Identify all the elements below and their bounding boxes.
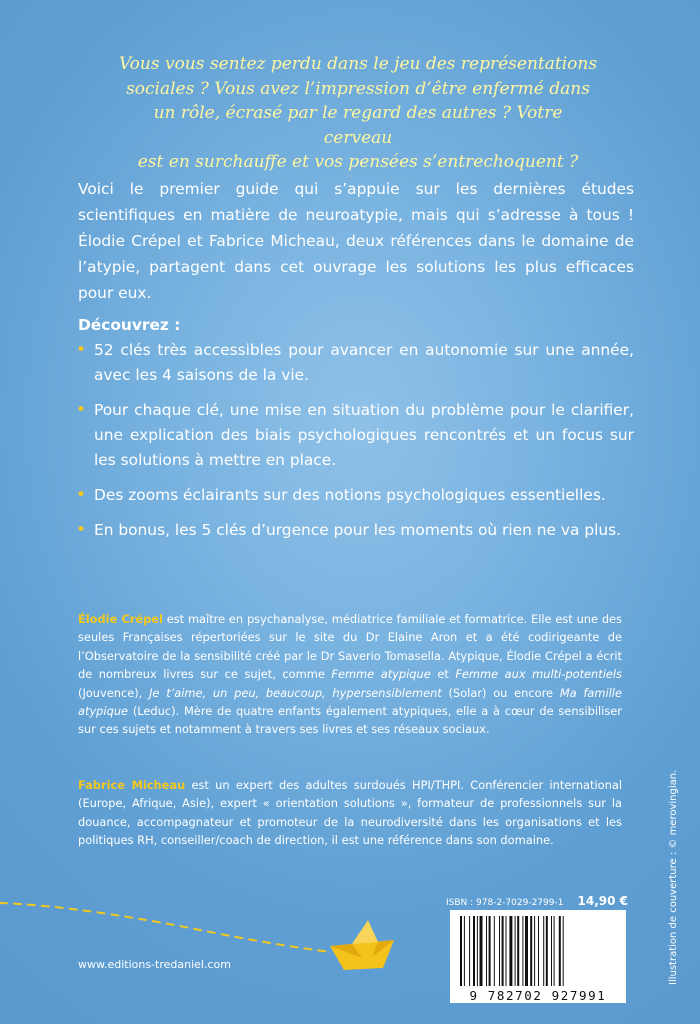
hook-line: un rôle, écrasé par le regard des autres ? Votre cerveau bbox=[153, 103, 563, 148]
barcode-number: 9 782702 927991 bbox=[450, 988, 626, 1003]
bio-text: (Solar) ou encore bbox=[441, 685, 560, 700]
list-item-text: Pour chaque clé, une mise en situation du problème pour le clarifier, une explication des biais psychologiques rencontrés et un focus sur les solutions à mettre en place. bbox=[94, 401, 634, 469]
book-title: Femme aux multi-potentiels bbox=[455, 667, 622, 682]
list-item-text: En bonus, les 5 clés d’urgence pour les moments où rien ne va plus. bbox=[94, 521, 622, 539]
book-title: Femme atypique bbox=[331, 667, 431, 682]
paper-boat-icon bbox=[330, 920, 394, 970]
illustration-credit: Illustration de couverture : © merovingian. bbox=[668, 769, 679, 985]
list-item-text: 52 clés très accessibles pour avancer en autonomie sur une année, avec les 4 saisons de la vie. bbox=[94, 341, 634, 384]
intro-paragraph: Voici le premier guide qui s’appuie sur les dernières études scientifiques en matière de neuroatypie, mais qui s’adresse à tous ! Élodie Crépel et Fabrice Micheau, deux références dans le domaine de l’atypie, partagent dans cet ouvrage les solutions les plus efficaces pour eux. bbox=[78, 180, 634, 302]
book-title: Je t’aime, un peu, beaucoup, hypersensiblement bbox=[149, 685, 442, 700]
bio-text: (Leduc). Mère de quatre enfants également atypiques, elle a à cœur de sensibiliser sur ces sujets et notamment à travers ses livres et ses réseaux sociaux. bbox=[78, 704, 622, 737]
bio-text: est maître en psychanalyse, médiatrice familiale et formatrice. Elle est une des seules Françaises répertoriées sur le site du Dr Elaine Aron et a été codirigeante de l’Observatoire de la sensibilité créé par le Dr Saverio Tomasella. Atypique, Élodie Crépel a écrit de nombreux livres sur ce sujet, comme bbox=[78, 612, 623, 682]
bullet-icon: • bbox=[76, 485, 87, 505]
barcode-bars-icon bbox=[450, 910, 626, 988]
list-item-text: Des zooms éclairants sur des notions psychologiques essentielles. bbox=[94, 486, 606, 504]
discover-heading: Découvrez : bbox=[78, 316, 181, 334]
author-name: Élodie Crépel bbox=[78, 612, 163, 626]
bullet-icon: • bbox=[76, 400, 87, 420]
website-url[interactable]: www.editions-tredaniel.com bbox=[78, 958, 231, 971]
bio-text: est un expert des adultes surdoués HPI/THPI. Conférencier international (Europe, Afrique, Asie), expert « orientation solutions », formateur de professionnels sur la douance, accompagnateur et promoteur de la neurodiversité dans les organisations et les politiques RH, conseiller/coach de direction, il est une référence dans son domaine. bbox=[78, 778, 622, 848]
price-label: 14,90 € bbox=[577, 894, 628, 908]
hook-line: Vous vous sentez perdu dans le jeu des représentations bbox=[118, 54, 598, 74]
bio-text: (Jouvence), bbox=[78, 685, 150, 700]
hook-line: est en surchauffe et vos pensées s’entrechoquent ? bbox=[137, 152, 579, 172]
bullet-icon: • bbox=[76, 520, 87, 540]
author-name: Fabrice Micheau bbox=[78, 778, 186, 792]
bio-text: et bbox=[430, 667, 456, 682]
isbn-label: ISBN : 978-2-7029-2799-1 bbox=[446, 898, 564, 908]
book-title: Ma famille atypique bbox=[78, 685, 622, 719]
bullet-icon: • bbox=[76, 340, 87, 360]
isbn-price-row bbox=[446, 894, 628, 908]
hook-line: sociales ? Vous avez l’impression d’être enfermé dans bbox=[126, 78, 590, 99]
